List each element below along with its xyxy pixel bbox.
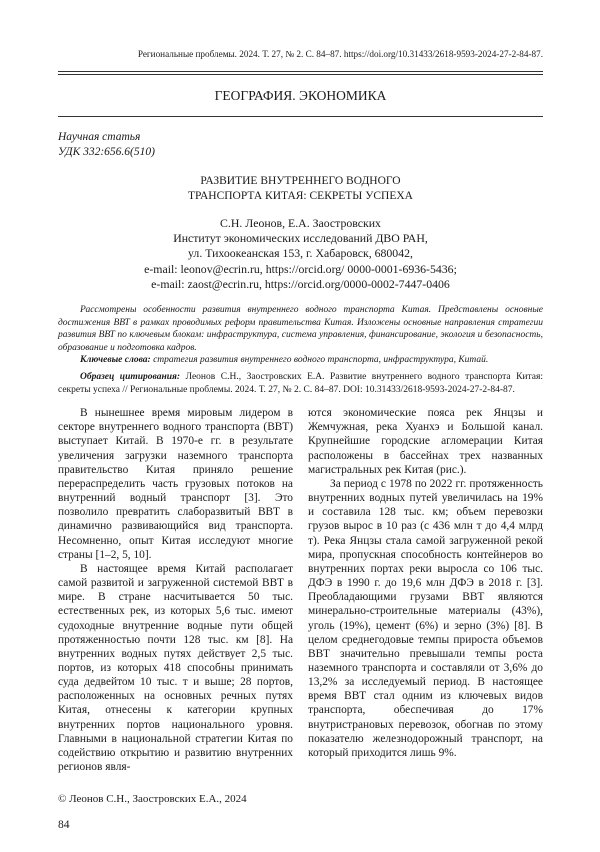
article-type: Научная статья <box>58 130 543 145</box>
abstract: Рассмотрены особенности развития внутреннего водного транспорта Китая. Представлены основные достижения ВВТ в рамках проводимых реформ правительства Китая. Изложены основные направления стратегии развития ВВТ по ключевым блокам: инфраструктура, система управления, финансирование, экология и безопасность, образование и подготовка кадров. <box>58 304 543 354</box>
address: ул. Тихоокеанская 153, г. Хабаровск, 680042, <box>58 246 543 261</box>
page <box>0 0 600 852</box>
citation <box>58 371 543 396</box>
citation-text: Леонов С.Н., Заостровских Е.А. Развитие внутреннего водного транспорта Китая: секреты успеха // Региональные проблемы. 2024. Т. 27, № 2. С. 84–87. DOI: 10.31433/2618-9593-2024-27-2-84-87. <box>58 372 543 395</box>
abstract-block <box>58 304 543 367</box>
keywords-label: Ключевые слова: <box>80 355 151 365</box>
paragraph: За период с 1978 по 2022 гг. протяженность внутренних водных путей увеличилась на 19% и составила 128 тыс. км; объем перевозки грузов вырос в 10 раз (с 436 млн т до 4,4 млрд т). Река Янцзы стала самой загруженной рекой мира, пропускная способность контейнеров во внутренних портах реки выросла со 106 тыс. ДФЭ в 1990 г. до 19,6 млн ДФЭ в 2018 г. [3]. Преобладающими грузами ВВТ являются минерально-строительные материалы (43%), уголь (19%), цемент (6%) и зерно (3%) [8]. В целом среднегодовые темпы прироста объемов ВВТ значительно превышали темпы роста наземного транспорта и составляли от 3,6% до 13,2% за исследуемый период. В настоящее время ВВТ стал одним из ключевых видов транспорта, обеспечивая до 17% внутристрановых перевозок, обогнав по этому показателю железнодорожный транспорт, на который приходится лишь 9%. <box>308 477 543 760</box>
body-column-left <box>58 406 293 774</box>
author-contact: e-mail: zaost@ecrin.ru, https://orcid.org/0000-0002-7447-0406 <box>58 277 543 292</box>
udc-code: УДК 332:656.6(510) <box>58 145 543 160</box>
citation-label: Образец цитирования: <box>80 372 180 382</box>
author-names: С.Н. Леонов, Е.А. Заостровских <box>58 216 543 231</box>
header-double-rule <box>58 71 543 75</box>
title-line: ТРАНСПОРТА КИТАЯ: СЕКРЕТЫ УСПЕХА <box>58 189 543 204</box>
paragraph: В настоящее время Китай располагает самой развитой и загруженной системой ВВТ в мире. В стране насчитывается 50 тыс. естественных рек, из которых 5,6 тыс. имеют судоходные внутренние водные пути общей протяженностью почти 128 тыс. км [8]. На внутренних водных путях действует 2,5 тыс. портов, из которых 418 способны принимать суда дедвейтом 10 тыс. т и выше; 28 портов, расположенных на основных речных путях Китая, отнесены к категории крупных внутренних портов национального уровня. Главными в национальной стратегии Китая по содействию открытию и развитию внутренних регионов явля- <box>58 562 293 774</box>
paragraph: ются экономические пояса рек Янцзы и Жемчужная, река Хуанхэ и Большой канал. Крупнейшие городские агломерации Китая расположены в бассейнах трех названных магистральных рек Китая (рис.). <box>308 406 543 477</box>
article-meta <box>58 130 543 160</box>
article-title <box>58 174 543 204</box>
page-number: 84 <box>58 818 543 832</box>
keywords <box>58 354 543 367</box>
section-rule <box>58 116 543 117</box>
author-contact: e-mail: leonov@ecrin.ru, https://orcid.org/ 0000-0001-6936-5436; <box>58 262 543 277</box>
copyright: © Леонов С.Н., Заостровских Е.А., 2024 <box>58 792 543 806</box>
institute: Институт экономических исследований ДВО РАН, <box>58 231 543 246</box>
title-line: РАЗВИТИЕ ВНУТРЕННЕГО ВОДНОГО <box>58 174 543 189</box>
paragraph: В нынешнее время мировым лидером в секторе внутреннего водного транспорта (ВВТ) выступает Китай. В 1970-е гг. в результате увеличения загрузки наземного транспорта правительство Китая приняло решение перераспределить часть грузовых потоков на внутренний водный транспорт [3]. Это позволило превратить слаборазвитый ВВТ в динамично развивающийся вид транспорта. Несомненно, опыт Китая исследуют многие страны [1–2, 5, 10]. <box>58 406 293 562</box>
section-heading: ГЕОГРАФИЯ. ЭКОНОМИКА <box>58 88 543 104</box>
body-column-right <box>308 406 543 760</box>
citation-block <box>58 371 543 396</box>
keywords-text: стратегия развития внутреннего водного транспорта, инфраструктура, Китай. <box>151 355 489 365</box>
author-block <box>58 216 543 292</box>
body-columns <box>58 406 543 774</box>
running-header: Региональные проблемы. 2024. Т. 27, № 2. С. 84–87. https://doi.org/10.31433/2618-9593-2024-27-2-84-87. <box>58 48 543 60</box>
